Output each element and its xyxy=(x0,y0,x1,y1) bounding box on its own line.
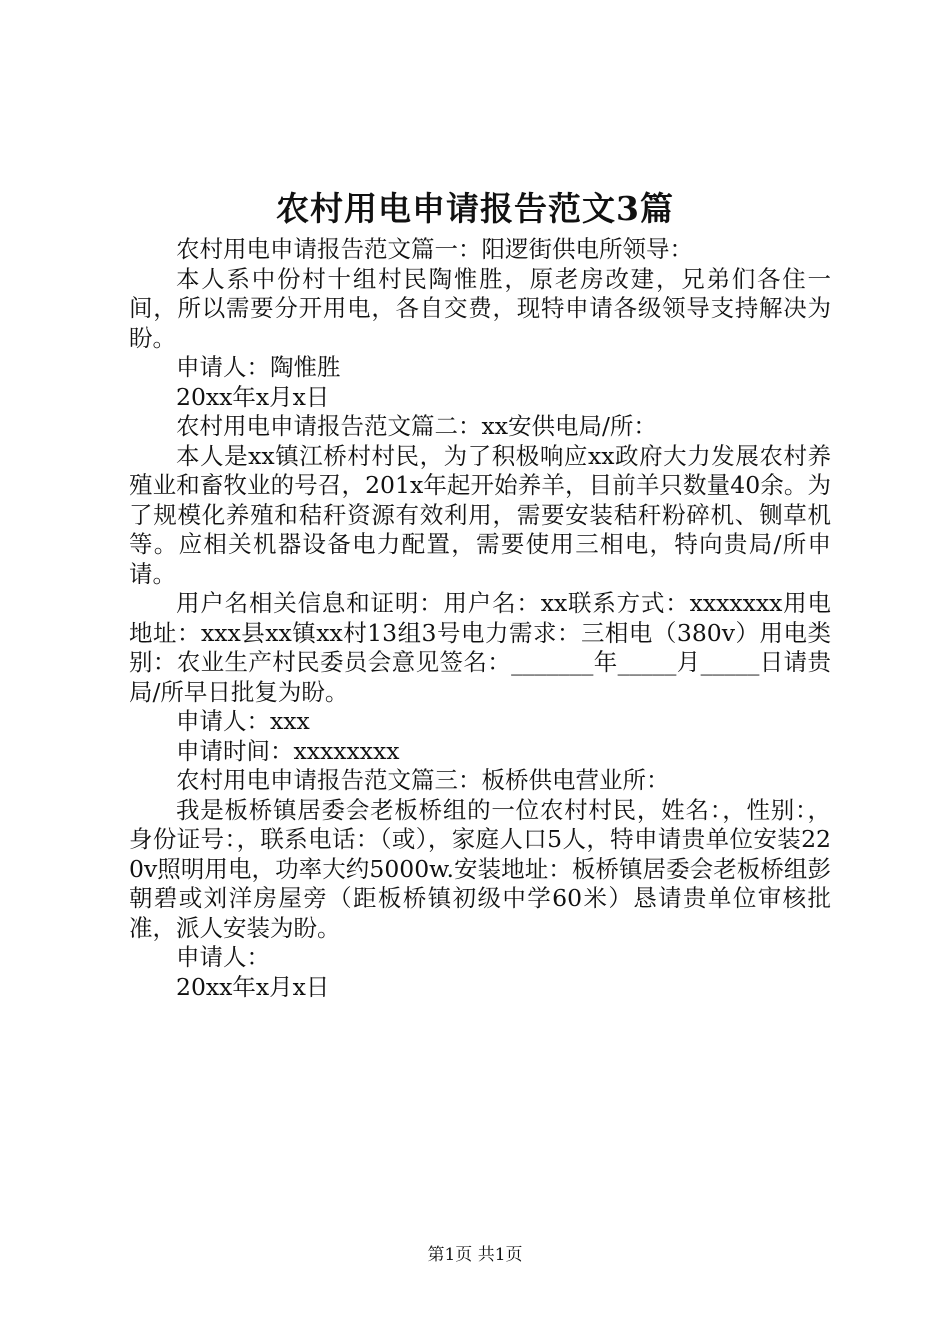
document-title: 农村用电申请报告范文3篇 xyxy=(276,189,674,228)
paragraph-2-salutation: 农村用电申请报告范文篇二：xx安供电局/所： xyxy=(176,412,657,440)
paragraph-3-date: 20xx年x月x日 xyxy=(176,972,330,1001)
paragraph-1-applicant: 申请人：陶惟胜 xyxy=(176,353,341,381)
paragraph-2-applicant: 申请人：xxx xyxy=(176,707,310,735)
paragraph-1-body: 本人系中份村十组村民陶惟胜，原老房改建，兄弟们各住一间，所以需要分开用电，各自交费，现特申请各级领导支持解决为盼。 xyxy=(129,264,831,352)
paragraph-2-user-info: 用户名相关信息和证明：用户名：xx联系方式：xxxxxxx用电地址：xxx县xx镇xx村13组3号电力需求：三相电（380v）用电类别：农业生产村民委员会意见签名：_______年_____月_____日请贵局/所早日批复为盼。 xyxy=(129,589,831,706)
paragraph-3-body: 我是板桥镇居委会老板桥组的一位农村村民，姓名：，性别：，身份证号：，联系电话：（或），家庭人口5人，特申请贵单位安装220v照明用电，功率大约5000w.安装地址：板桥镇居委会老板桥组彭朝碧或刘洋房屋旁（距板桥镇初级中学60米）恳请贵单位审核批准，派人安装为盼。 xyxy=(129,795,831,942)
paragraph-2-body: 本人是xx镇江桥村村民，为了积极响应xx政府大力发展农村养殖业和畜牧业的号召，201x年起开始养羊，目前羊只数量40余。为了规模化养殖和秸秆资源有效利用，需要安装秸秆粉碎机、铡草机等。应相关机器设备电力配置，需要使用三相电，特向贵局/所申请。 xyxy=(129,441,831,588)
paragraph-3-salutation: 农村用电申请报告范文篇三：板桥供电营业所： xyxy=(176,766,670,794)
page-footer: 第1页 共1页 xyxy=(427,1245,523,1265)
paragraph-1-date: 20xx年x月x日 xyxy=(176,382,330,411)
document-body xyxy=(129,235,831,1002)
paragraph-3-applicant: 申请人： xyxy=(176,943,270,971)
paragraph-1-salutation: 农村用电申请报告范文篇一：阳逻街供电所领导： xyxy=(176,235,693,263)
paragraph-2-date: 申请时间：xxxxxxxx xyxy=(176,736,400,765)
